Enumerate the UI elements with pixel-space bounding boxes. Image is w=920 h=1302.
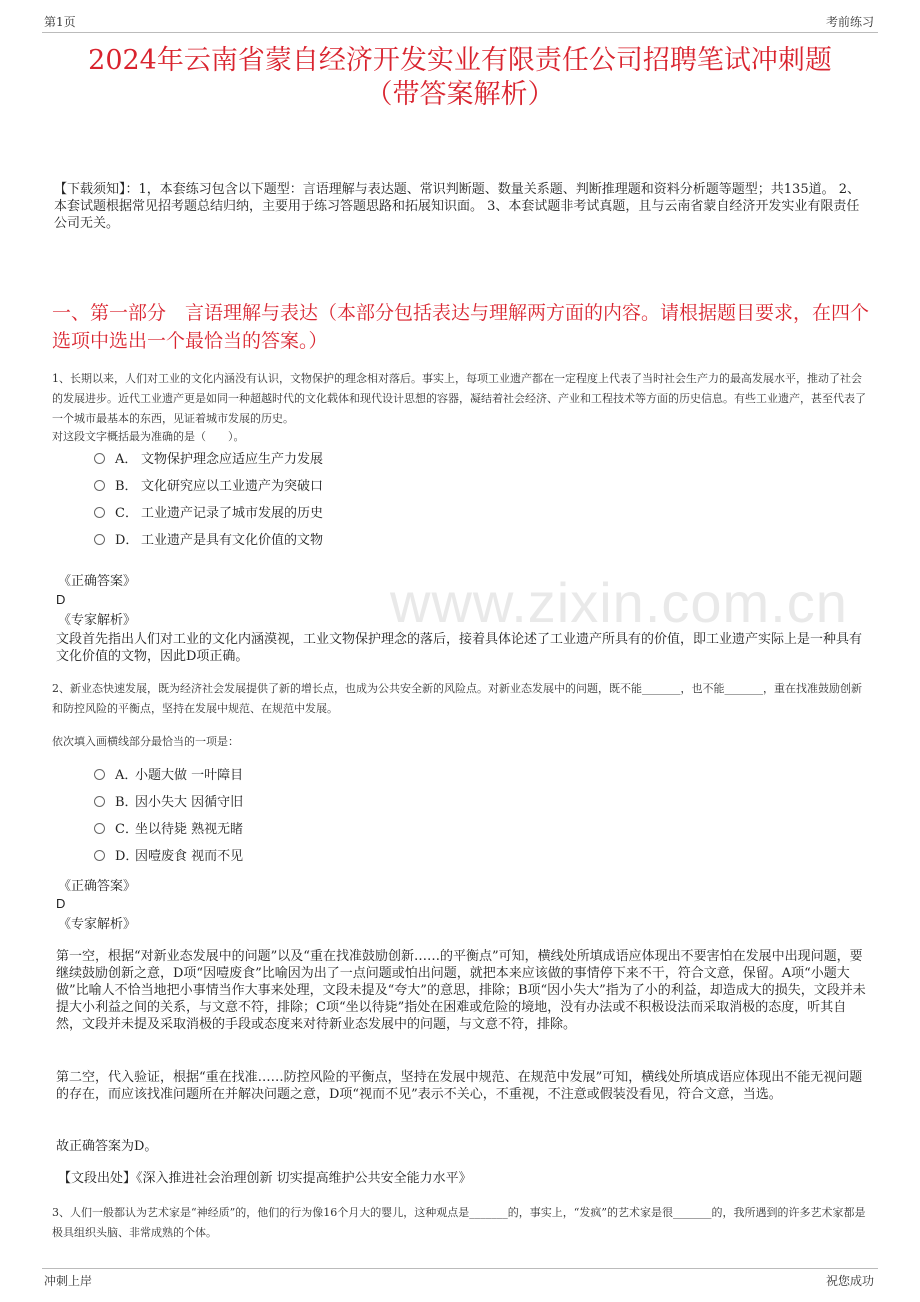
question-1-answer-label: 《正确答案》 bbox=[58, 574, 137, 589]
question-2-option-d[interactable]: D．因噎废食 视而不见 bbox=[94, 846, 243, 868]
question-1-prompt: 对这段文字概括最为准确的是（ ）。 bbox=[52, 430, 245, 443]
question-2-analysis-p2: 第二空，代入验证，根据“重在找准……防控风险的平衡点，坚持在发展中规范、在规范中发展”可知，横线处所填成语应体现出不能无视问题的存在，而应该找准问题所在并解决问题之意，D项“视而不见”表示不关心，不重视，不注意或假装没看见，符合文意，当选。 bbox=[56, 1070, 863, 1102]
radio-icon[interactable] bbox=[94, 534, 105, 545]
question-1-option-a[interactable]: A． 文物保护理念应适应生产力发展 bbox=[94, 449, 323, 471]
question-2-source: 【文段出处】《深入推进社会治理创新 切实提高维护公共安全能力水平》 bbox=[58, 1171, 472, 1186]
question-2-analysis-p1: 第一空，根据“对新业态发展中的问题”以及“重在找准鼓励创新……的平衡点”可知，横线处所填成语应体现出不要害怕在发展中出现问题，要继续鼓励创新之意，D项“因噎废食”比喻因为出了一点问题或怕出问题，就把本来应该做的事情停下来不干，符合文意，保留。A项“小题大做”比喻人不恰当地把小事情当作大事来处理，文段未提及“夸大”的意思，排除；B项“因小失大”指为了小的利益，却造成大的损失，文段并未提大小利益之间的关系，与文意不符，排除；C项“坐以待毙”指处在困难或危险的境地，没有办法或不积极设法而采取消极的态度，听其自然，文段并未提及采取消极的手段或态度来对待新业态发展中的问题，与文意不符，排除。 bbox=[56, 949, 866, 1032]
document-subtitle: （带答案解析） bbox=[365, 79, 555, 110]
download-notice: 【下载须知】：1，本套练习包含以下题型：言语理解与表达题、常识判断题、数量关系题、判断推理题和资料分析题等题型；共135道。 2、本套试题根据常见招考题总结归纳，主要用于练习答题思路和拓展知识面。 3、本套试题非考试真题，且与云南省蒙自经济开发实业有限责任公司无关。 bbox=[54, 182, 860, 231]
question-2-answer-label: 《正确答案》 bbox=[58, 879, 137, 894]
footer-left-label: 冲刺上岸 bbox=[44, 1274, 93, 1288]
question-2-option-a[interactable]: A．小题大做 一叶障目 bbox=[94, 765, 243, 787]
question-1-analysis: 文段首先指出人们对工业的文化内涵漠视，工业文物保护理念的落后，接着具体论述了工业遗产所具有的价值，即工业遗产实际上是一种具有文化价值的文物，因此D项正确。 bbox=[56, 632, 863, 664]
footer-rule bbox=[42, 1268, 878, 1269]
footer-right-label: 祝您成功 bbox=[826, 1274, 875, 1288]
radio-icon[interactable] bbox=[94, 823, 105, 834]
radio-icon[interactable] bbox=[94, 769, 105, 780]
radio-icon[interactable] bbox=[94, 453, 105, 464]
radio-icon[interactable] bbox=[94, 480, 105, 491]
question-2-prompt: 依次填入画横线部分最恰当的一项是： bbox=[52, 735, 239, 748]
question-2-stem: 2、新业态快速发展，既为经济社会发展提供了新的增长点，也成为公共安全新的风险点。对新业态发展中的问题，既不能_______，也不能_______，重在找准鼓励创新和防控风险的平衡点，坚持在发展中规范、在规范中发展。 bbox=[52, 682, 862, 715]
radio-icon[interactable] bbox=[94, 507, 105, 518]
document-title: 2024年云南省蒙自经济开发实业有限责任公司招聘笔试冲刺题 bbox=[88, 45, 832, 76]
question-2-analysis-label: 《专家解析》 bbox=[58, 917, 137, 932]
radio-icon[interactable] bbox=[94, 850, 105, 861]
question-2-answer: D bbox=[56, 896, 66, 911]
question-1-option-c[interactable]: C． 工业遗产记录了城市发展的历史 bbox=[94, 503, 323, 525]
question-1-stem: 1、长期以来，人们对工业的文化内涵没有认识，文物保护的理念相对落后。事实上，每项工业遗产都在一定程度上代表了当时社会生产力的最高发展水平，推动了社会的发展进步。近代工业遗产更是如同一种超越时代的文化载体和现代设计思想的容器，凝结着社会经济、产业和工程技术等方面的历史信息。有些工业遗产，甚至代表了一个城市最基本的东西，见证着城市发展的历史。 bbox=[52, 372, 866, 425]
section-heading: 一、第一部分 言语理解与表达（本部分包括表达与理解两方面的内容。请根据题目要求，在四个选项中选出一个最恰当的答案。） bbox=[52, 302, 870, 352]
header-rule bbox=[42, 32, 878, 33]
question-1-option-b[interactable]: B． 文化研究应以工业遗产为突破口 bbox=[94, 476, 323, 498]
header-right-label: 考前练习 bbox=[826, 15, 875, 29]
radio-icon[interactable] bbox=[94, 796, 105, 807]
question-2-option-b[interactable]: B．因小失大 因循守旧 bbox=[94, 792, 243, 814]
question-2-option-c[interactable]: C．坐以待毙 熟视无睹 bbox=[94, 819, 243, 841]
question-1-option-d[interactable]: D． 工业遗产是具有文化价值的文物 bbox=[94, 530, 323, 552]
question-3-stem: 3、人们一般都认为艺术家是“神经质”的，他们的行为像16个月大的婴儿，这种观点是_______的，事实上，“发疯”的艺术家是很_______的，我所遇到的许多艺术家都是极具组织头脑、非常成熟的个体。 bbox=[52, 1206, 866, 1239]
page-number: 第1页 bbox=[44, 15, 76, 29]
question-1-answer: D bbox=[56, 592, 66, 607]
question-2-analysis-p3: 故正确答案为D。 bbox=[56, 1139, 158, 1154]
question-1-analysis-label: 《专家解析》 bbox=[58, 613, 137, 628]
watermark: www.zixin.com.cn bbox=[390, 571, 848, 634]
